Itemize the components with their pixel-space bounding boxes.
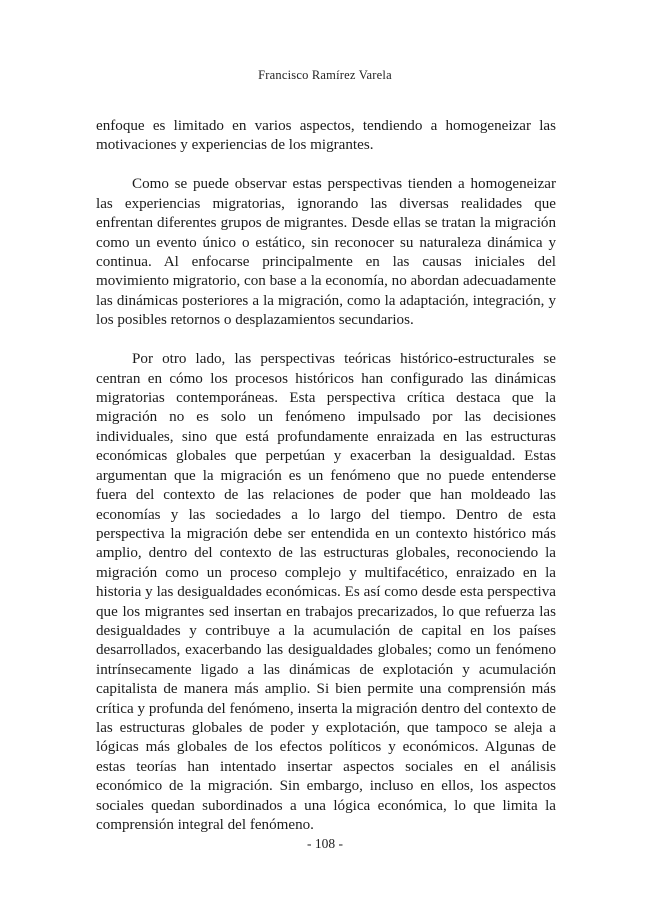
paragraph-spacer (96, 156, 556, 176)
paragraph-continuation: enfoque es limitado en varios aspectos, tendiendo a homogeneizar las motivaciones y experiencias de los migrantes. (96, 118, 556, 154)
running-header-author: Francisco Ramírez Varela (258, 68, 392, 82)
paragraph-historical-structural: Por otro lado, las perspectivas teóricas histórico-estructurales se centran en cómo los procesos históricos han configurado las dinámicas migratorias contemporáneas. Esta perspectiva crítica destaca que la migración no es solo un fenómeno impulsado por las decisiones individuales, sino que está profundamente enraizada en las estructuras económicas globales que perpetúan y exacerban la desigualdad. Estas argumentan que la migración es un fenómeno que no puede entenderse fuera del contexto de las relaciones de poder que han moldeado las economías y las sociedades a lo largo del tiempo. Dentro de esta perspectiva la migración debe ser entendida en un contexto histórico más amplio, dentro del contexto de las estructuras globales, reconociendo la migración como un proceso complejo y multifacético, enraizado en la historia y las desigualdades económicas. Es así como desde esta perspectiva que los migrantes sed insertan en trabajos precarizados, lo que refuerza las desigualdades y contribuye a la acumulación de capital en los países desarrollados, exacerbando las desigualdades globales; como un fenómeno intrínsecamente ligado a las dinámicas de explotación y acumulación capitalista de manera más amplio. Si bien permite una comprensión más crítica y profunda del fenómeno, inserta la migración dentro del contexto de las estructuras globales de poder y explotación, que tampoco se aleja a lógicas más globales de los efectos políticos y económicos. Algunas de estas teorías han intentado insertar aspectos sociales en el análisis económico de la migración. Sin embargo, incluso en ellos, los aspectos sociales quedan subordinados a una lógica económica, lo que limita la comprensión integral del fenómeno. (96, 351, 556, 833)
page-number: - 108 - (307, 836, 343, 851)
body-text (96, 117, 556, 835)
paragraph-spacer (96, 331, 556, 351)
paragraph-homogenization: Como se puede observar estas perspectivas tienden a homogeneizar las experiencias migratorias, ignorando las diversas realidades que enfrentan diferentes grupos de migrantes. Desde ellas se tratan la migración como un evento único o estático, sin reconocer su naturaleza dinámica y continua. Al enfocarse principalmente en las causas iniciales del movimiento migratorio, con base a la economía, no abordan adecuadamente las dinámicas posteriores a la migración, como la adaptación, integración, y los posibles retornos o desplazamientos secundarios. (96, 176, 556, 329)
